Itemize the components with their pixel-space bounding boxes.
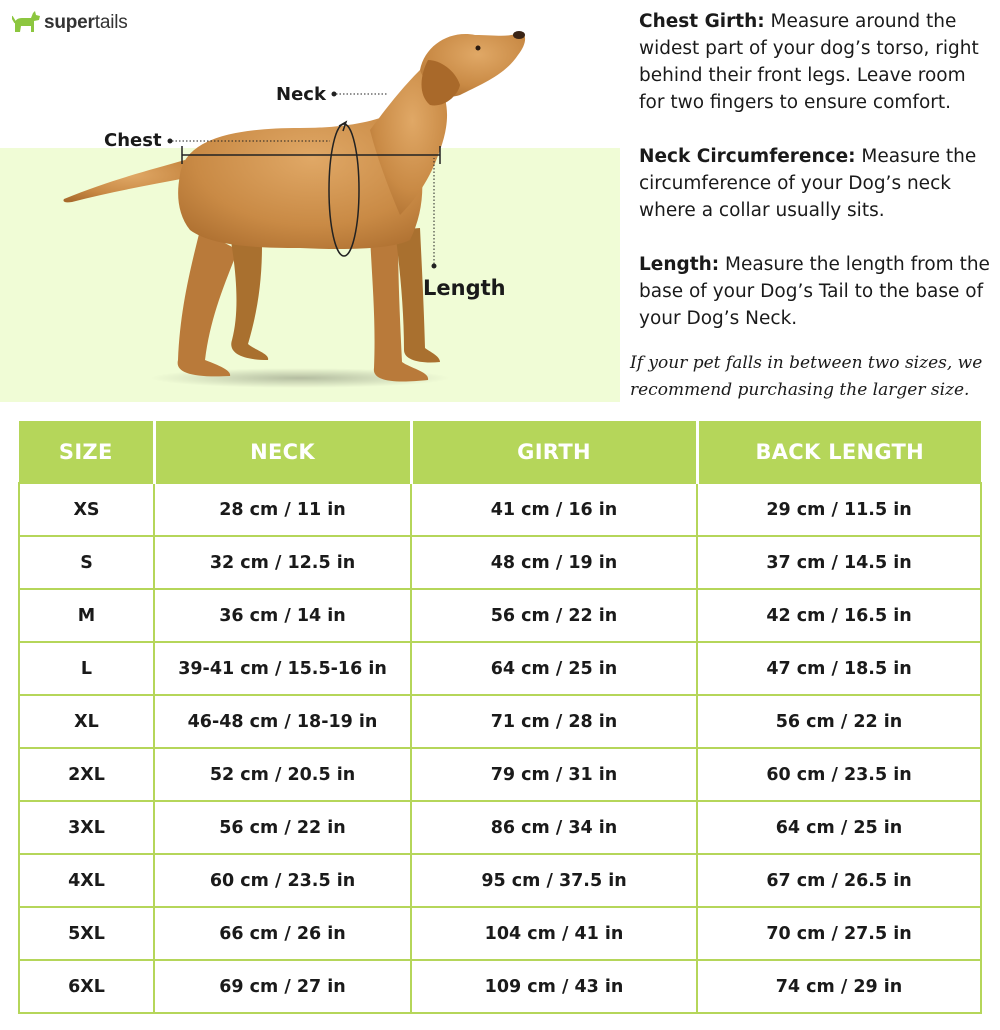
table-row xyxy=(19,642,981,695)
table-row xyxy=(19,907,981,960)
chest-callout: Chest xyxy=(104,130,162,151)
cell-neck: 28 cm / 11 in xyxy=(154,483,411,536)
header-neck: NECK xyxy=(154,421,411,483)
table-row xyxy=(19,536,981,589)
measuring-instructions xyxy=(639,8,995,359)
cell-neck: 36 cm / 14 in xyxy=(154,589,411,642)
instruction-text: Measure around the widest part of your dog’s torso, right behind their front legs. Leave room for two fingers to ensure comfort. xyxy=(639,11,979,113)
cell-neck: 46-48 cm / 18-19 in xyxy=(154,695,411,748)
cell-size: M xyxy=(19,589,154,642)
cell-back-length: 37 cm / 14.5 in xyxy=(697,536,981,589)
instruction-term: Chest Girth: xyxy=(639,11,765,32)
table-row xyxy=(19,589,981,642)
cell-back-length: 29 cm / 11.5 in xyxy=(697,483,981,536)
cell-back-length: 42 cm / 16.5 in xyxy=(697,589,981,642)
cell-size: L xyxy=(19,642,154,695)
instruction-chest-girth xyxy=(639,8,995,116)
cell-size: 4XL xyxy=(19,854,154,907)
instruction-term: Length: xyxy=(639,254,720,275)
instruction-term: Neck Circumference: xyxy=(639,146,856,167)
table-row xyxy=(19,854,981,907)
header-back-length: BACK LENGTH xyxy=(697,421,981,483)
measurement-diagram xyxy=(0,0,620,402)
cell-girth: 56 cm / 22 in xyxy=(411,589,697,642)
cell-neck: 39-41 cm / 15.5-16 in xyxy=(154,642,411,695)
cell-back-length: 47 cm / 18.5 in xyxy=(697,642,981,695)
cell-back-length: 67 cm / 26.5 in xyxy=(697,854,981,907)
cell-back-length: 60 cm / 23.5 in xyxy=(697,748,981,801)
table-row xyxy=(19,483,981,536)
cell-girth: 48 cm / 19 in xyxy=(411,536,697,589)
cell-girth: 79 cm / 31 in xyxy=(411,748,697,801)
cell-girth: 41 cm / 16 in xyxy=(411,483,697,536)
length-callout: Length xyxy=(423,276,506,300)
cell-girth: 86 cm / 34 in xyxy=(411,801,697,854)
instruction-text: Measure the length from the base of your Dog’s Tail to the base of your Dog’s Neck. xyxy=(639,254,990,329)
supertails-logo[interactable] xyxy=(12,6,128,40)
cell-back-length: 56 cm / 22 in xyxy=(697,695,981,748)
cell-girth: 104 cm / 41 in xyxy=(411,907,697,960)
cell-girth: 95 cm / 37.5 in xyxy=(411,854,697,907)
size-recommendation-note: If your pet falls in between two sizes, we recommend purchasing the larger size. xyxy=(630,353,983,400)
cell-neck: 52 cm / 20.5 in xyxy=(154,748,411,801)
table-header-row xyxy=(19,421,981,483)
cell-girth: 71 cm / 28 in xyxy=(411,695,697,748)
instruction-length xyxy=(639,251,995,332)
cell-neck: 69 cm / 27 in xyxy=(154,960,411,1013)
size-chart-table xyxy=(18,421,982,1014)
cell-neck: 56 cm / 22 in xyxy=(154,801,411,854)
table-row xyxy=(19,960,981,1013)
cell-size: 2XL xyxy=(19,748,154,801)
cell-girth: 64 cm / 25 in xyxy=(411,642,697,695)
table-row xyxy=(19,801,981,854)
cell-size: 6XL xyxy=(19,960,154,1013)
cell-size: 3XL xyxy=(19,801,154,854)
table-row xyxy=(19,748,981,801)
table-body xyxy=(19,483,981,1013)
instruction-text: Measure the circumference of your Dog’s neck where a collar usually sits. xyxy=(639,146,977,221)
cell-size: 5XL xyxy=(19,907,154,960)
cell-neck: 32 cm / 12.5 in xyxy=(154,536,411,589)
cell-neck: 66 cm / 26 in xyxy=(154,907,411,960)
dog-logo-icon xyxy=(12,10,42,36)
cell-size: XS xyxy=(19,483,154,536)
cell-size: S xyxy=(19,536,154,589)
cell-back-length: 64 cm / 25 in xyxy=(697,801,981,854)
neck-callout: Neck xyxy=(276,84,326,105)
cell-size: XL xyxy=(19,695,154,748)
instruction-neck xyxy=(639,143,995,224)
brand-name: supertails xyxy=(44,12,128,33)
cell-girth: 109 cm / 43 in xyxy=(411,960,697,1013)
cell-back-length: 70 cm / 27.5 in xyxy=(697,907,981,960)
table-row xyxy=(19,695,981,748)
dog-illustration xyxy=(0,0,620,402)
header-size: SIZE xyxy=(19,421,154,483)
header-girth: GIRTH xyxy=(411,421,697,483)
cell-neck: 60 cm / 23.5 in xyxy=(154,854,411,907)
cell-back-length: 74 cm / 29 in xyxy=(697,960,981,1013)
